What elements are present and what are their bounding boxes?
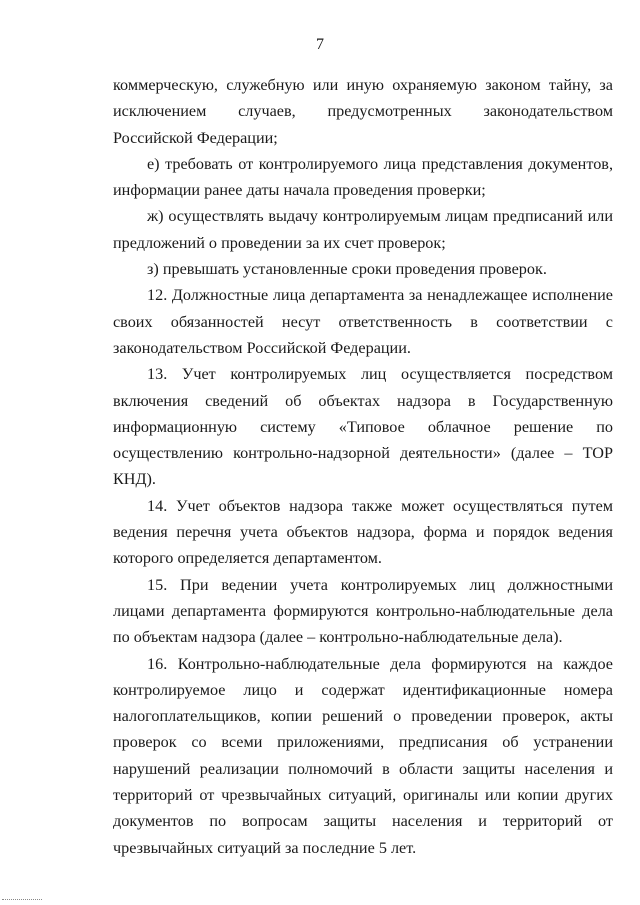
document-body — [113, 72, 613, 861]
page-number: 7 — [316, 36, 324, 53]
paragraph-item-e: е) требовать от контролируемого лица представления документов, информации ранее даты начала проведения проверки; — [113, 154, 613, 200]
footer-divider — [2, 899, 42, 900]
paragraph-item-z: з) превышать установленные сроки проведения проверок. — [147, 260, 547, 279]
paragraph-continuation: коммерческую, служебную или иную охраняемую законом тайну, за исключением случаев, предусмотренных законодательством Российской Федерации; — [113, 76, 613, 147]
paragraph-16: 16. Контрольно-наблюдательные дела формируются на каждое контролируемое лицо и содержат идентификационные номера налогоплательщиков, копии решений о проведении проверок, акты проверок со всеми приложениями, предписания об устранении нарушений реализации полномочий в области защиты населения и территорий от чрезвычайных ситуаций, оригиналы или копии других документов по вопросам защиты населения и территорий от чрезвычайных ситуаций за последние 5 лет. — [113, 654, 613, 857]
paragraph-13: 13. Учет контролируемых лиц осуществляется посредством включения сведений об объектах надзора в Государственную информационную систему «Типовое облачное решение по осуществлению контрольно-надзорной деятельности» (далее – ТОР КНД). — [113, 365, 613, 489]
paragraph-15: 15. При ведении учета контролируемых лиц должностными лицами департамента формируются контрольно-наблюдательные дела по объектам надзора (далее – контрольно-наблюдательные дела). — [113, 575, 613, 647]
paragraph-12: 12. Должностные лица департамента за ненадлежащее исполнение своих обязанностей несут ответственность в соответствии с законодательством Российской Федерации. — [113, 286, 613, 357]
paragraph-item-zh: ж) осуществлять выдачу контролируемым лицам предписаний или предложений о проведении за их счет проверок; — [113, 207, 613, 252]
paragraph-14: 14. Учет объектов надзора также может осуществляться путем ведения перечня учета объектов надзора, форма и порядок ведения которого определяется департаментом. — [113, 496, 613, 568]
